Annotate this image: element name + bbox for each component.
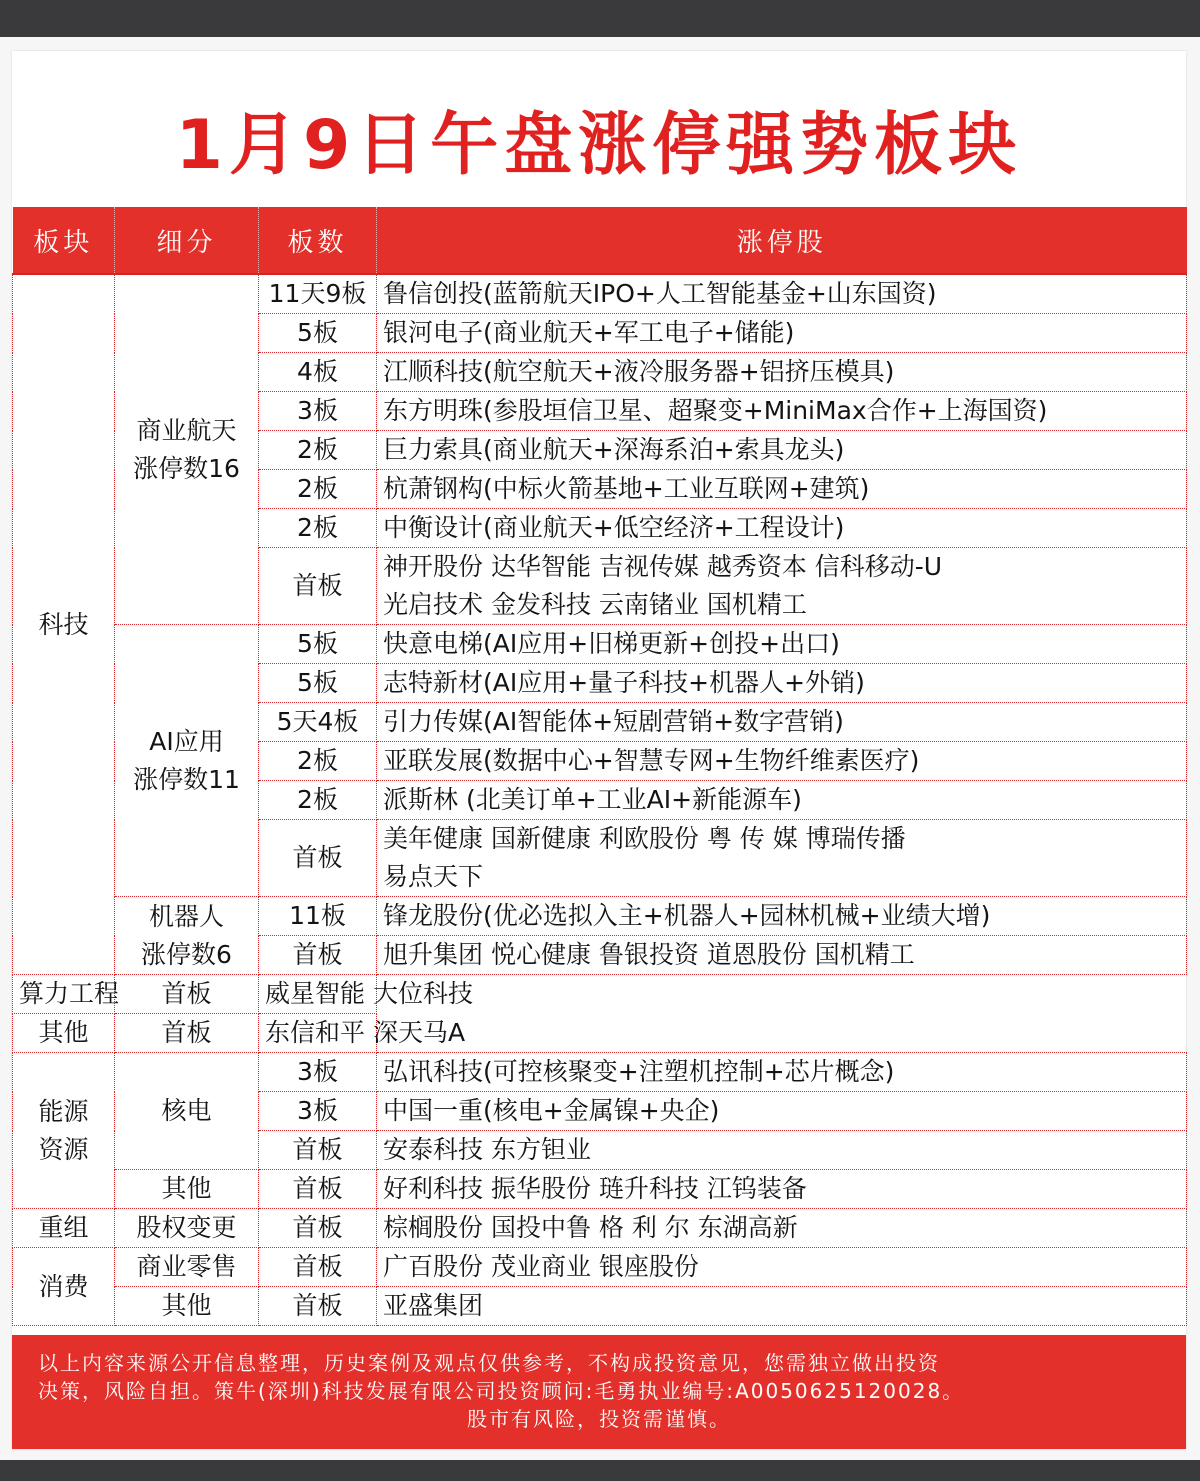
table-row <box>13 1053 1187 1092</box>
table-row <box>13 897 1187 936</box>
header-subsector: 细分 <box>115 207 259 274</box>
stocks-cell: 威星智能 大位科技 <box>259 975 377 1014</box>
boards-cell: 5板 <box>259 625 377 664</box>
boards-cell: 11天9板 <box>259 274 377 314</box>
limit-up-table <box>12 207 1187 1326</box>
stocks-cell: 神开股份 达华智能 吉视传媒 越秀资本 信科移动-U 光启技术 金发科技 云南锗业 国机精工 <box>377 548 1187 625</box>
stocks-cell: 亚盛集团 <box>377 1287 1187 1326</box>
subsector-cell: 机器人 涨停数6 <box>115 897 259 975</box>
stocks-cell: 鲁信创投(蓝箭航天IPO+人工智能基金+山东国资) <box>377 274 1187 314</box>
disclaimer-line-1: 以上内容来源公开信息整理，历史案例及观点仅供参考，不构成投资意见，您需独立做出投资 <box>38 1351 940 1375</box>
subsector-cell: AI应用 涨停数11 <box>115 625 259 897</box>
table-row <box>13 1209 1187 1248</box>
table-row <box>13 274 1187 314</box>
stocks-cell: 东信和平 深天马A <box>259 1014 377 1053</box>
boards-cell: 首板 <box>259 1248 377 1287</box>
document-sheet <box>12 51 1186 1449</box>
stocks-cell: 好利科技 振华股份 琏升科技 江钨装备 <box>377 1170 1187 1209</box>
bottom-bar <box>0 1460 1200 1481</box>
boards-cell: 首板 <box>259 548 377 625</box>
stocks-cell: 亚联发展(数据中心+智慧专网+生物纤维素医疗) <box>377 742 1187 781</box>
disclaimer-footer <box>12 1335 1186 1449</box>
boards-cell: 3板 <box>259 1053 377 1092</box>
boards-cell: 2板 <box>259 431 377 470</box>
table-row <box>13 625 1187 664</box>
stocks-cell: 快意电梯(AI应用+旧梯更新+创投+出口) <box>377 625 1187 664</box>
boards-cell: 11板 <box>259 897 377 936</box>
table-row <box>13 1170 1187 1209</box>
boards-cell: 5天4板 <box>259 703 377 742</box>
stocks-cell: 派斯林 (北美订单+工业AI+新能源车) <box>377 781 1187 820</box>
boards-cell: 首板 <box>259 936 377 975</box>
top-bar <box>0 0 1200 37</box>
boards-cell: 2板 <box>259 509 377 548</box>
stocks-cell: 引力传媒(AI智能体+短剧营销+数字营销) <box>377 703 1187 742</box>
header-sector: 板块 <box>13 207 115 274</box>
boards-cell: 3板 <box>259 1092 377 1131</box>
stocks-cell: 江顺科技(航空航天+液冷服务器+铝挤压模具) <box>377 353 1187 392</box>
table-header-row <box>13 207 1187 274</box>
table-row <box>13 1287 1187 1326</box>
table-row <box>13 975 1187 1014</box>
boards-cell: 首板 <box>259 1131 377 1170</box>
stocks-cell: 中衡设计(商业航天+低空经济+工程设计) <box>377 509 1187 548</box>
sector-cell: 消费 <box>13 1248 115 1326</box>
stocks-cell: 杭萧钢构(中标火箭基地+工业互联网+建筑) <box>377 470 1187 509</box>
sector-cell: 重组 <box>13 1209 115 1248</box>
boards-cell: 5板 <box>259 664 377 703</box>
subsector-cell: 其他 <box>115 1170 259 1209</box>
table-row <box>13 1248 1187 1287</box>
stocks-cell: 巨力索具(商业航天+深海系泊+索具龙头) <box>377 431 1187 470</box>
boards-cell: 2板 <box>259 781 377 820</box>
boards-cell: 5板 <box>259 314 377 353</box>
stocks-cell: 弘讯科技(可控核聚变+注塑机控制+芯片概念) <box>377 1053 1187 1092</box>
boards-cell: 首板 <box>115 975 259 1014</box>
boards-cell: 首板 <box>115 1014 259 1053</box>
subsector-cell: 股权变更 <box>115 1209 259 1248</box>
subsector-cell: 其他 <box>115 1287 259 1326</box>
stocks-cell: 中国一重(核电+金属镍+央企) <box>377 1092 1187 1131</box>
subsector-cell: 商业航天 涨停数16 <box>115 274 259 625</box>
disclaimer-line-2: 决策，风险自担。策牛(深圳)科技发展有限公司投资顾问:毛勇执业编号:A0050625120028。 <box>38 1379 965 1403</box>
page-title: 1月9日午盘涨停强势板块 <box>175 106 1023 185</box>
stocks-cell: 旭升集团 悦心健康 鲁银投资 道恩股份 国机精工 <box>377 936 1187 975</box>
boards-cell: 首板 <box>259 1209 377 1248</box>
header-stocks: 涨停股 <box>377 207 1187 274</box>
boards-cell: 首板 <box>259 820 377 897</box>
boards-cell: 4板 <box>259 353 377 392</box>
subsector-cell: 其他 <box>13 1014 115 1053</box>
boards-cell: 首板 <box>259 1287 377 1326</box>
boards-cell: 3板 <box>259 392 377 431</box>
stocks-cell: 银河电子(商业航天+军工电子+储能) <box>377 314 1187 353</box>
stocks-cell: 棕榈股份 国投中鲁 格 利 尔 东湖高新 <box>377 1209 1187 1248</box>
disclaimer-line-3: 股市有风险，投资需谨慎。 <box>467 1407 731 1431</box>
stocks-cell: 志特新材(AI应用+量子科技+机器人+外销) <box>377 664 1187 703</box>
stocks-cell: 安泰科技 东方钽业 <box>377 1131 1187 1170</box>
stocks-cell: 东方明珠(参股垣信卫星、超聚变+MiniMax合作+上海国资) <box>377 392 1187 431</box>
subsector-cell: 核电 <box>115 1053 259 1170</box>
boards-cell: 首板 <box>259 1170 377 1209</box>
subsector-cell: 商业零售 <box>115 1248 259 1287</box>
boards-cell: 2板 <box>259 742 377 781</box>
sector-cell: 能源 资源 <box>13 1053 115 1209</box>
stocks-cell: 美年健康 国新健康 利欧股份 粤 传 媒 博瑞传播 易点天下 <box>377 820 1187 897</box>
stocks-cell: 广百股份 茂业商业 银座股份 <box>377 1248 1187 1287</box>
boards-cell: 2板 <box>259 470 377 509</box>
stocks-cell: 锋龙股份(优必选拟入主+机器人+园林机械+业绩大增) <box>377 897 1187 936</box>
header-boards: 板数 <box>259 207 377 274</box>
subsector-cell: 算力工程 <box>13 975 115 1014</box>
sector-cell: 科技 <box>13 274 115 975</box>
image-card <box>0 37 1200 1460</box>
table-row <box>13 1014 1187 1053</box>
